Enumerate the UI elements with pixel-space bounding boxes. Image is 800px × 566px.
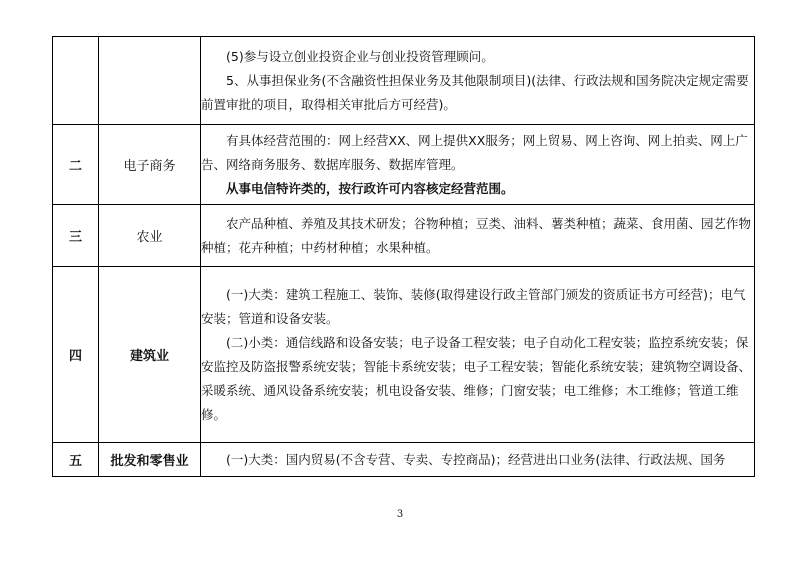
scope-text — [201, 267, 755, 443]
scope-paragraph: 从事电信特许类的，按行政许可内容核定经营范围。 — [226, 180, 514, 196]
category-name: 建筑业 — [99, 267, 201, 443]
category-name: 电子商务 — [99, 125, 201, 205]
category-name: 批发和零售业 — [99, 443, 201, 477]
table-row — [53, 125, 755, 205]
scope-paragraph: (一)大类：建筑工程施工、装饰、装修(取得建设行政主管部门颁发的资质证书方可经营)；电气安装；管道和设备安装。 — [201, 286, 746, 326]
page-number: 3 — [396, 509, 404, 520]
row-number: 五 — [53, 443, 99, 477]
scope-paragraph: (一)大类：国内贸易(不含专营、专卖、专控商品)；经营进出口业务(法律、行政法规、国务 — [226, 451, 726, 467]
scope-text — [201, 125, 755, 205]
table-row — [53, 443, 755, 477]
category-name — [99, 37, 201, 125]
table-row — [53, 37, 755, 125]
business-scope-table — [52, 36, 755, 477]
row-number: 三 — [53, 205, 99, 267]
scope-text — [201, 443, 755, 477]
scope-paragraph: 有具体经营范围的：网上经营XX、网上提供XX服务；网上贸易、网上咨询、网上拍卖、网上广告、网络商务服务、数据库服务、数据库管理。 — [201, 132, 748, 172]
scope-text — [201, 37, 755, 125]
scope-paragraph: (二)小类：通信线路和设备安装；电子设备工程安装；电子自动化工程安装；监控系统安装；保安监控及防盗报警系统安装；智能卡系统安装；电子工程安装；智能化系统安装；建筑物空调设备、采暖系统、通风设备系统安装；机电设备安装、维修；门窗安装；电工维修；木工维修；管道工维修。 — [201, 334, 752, 422]
table-row — [53, 205, 755, 267]
row-number: 四 — [53, 267, 99, 443]
row-number: 二 — [53, 125, 99, 205]
scope-paragraph: (5)参与设立创业投资企业与创业投资管理顾问。 — [226, 48, 494, 64]
category-name: 农业 — [99, 205, 201, 267]
row-number — [53, 37, 99, 125]
scope-text — [201, 205, 755, 267]
scope-paragraph: 农产品种植、养殖及其技术研发；谷物种植；豆类、油料、薯类种植；蔬菜、食用菌、园艺作物种植；花卉种植；中药材种植；水果种植。 — [201, 215, 752, 255]
scope-paragraph: 5、从事担保业务(不含融资性担保业务及其他限制项目)(法律、行政法规和国务院决定规定需要前置审批的项目，取得相关审批后方可经营)。 — [201, 72, 749, 112]
table-row — [53, 267, 755, 443]
